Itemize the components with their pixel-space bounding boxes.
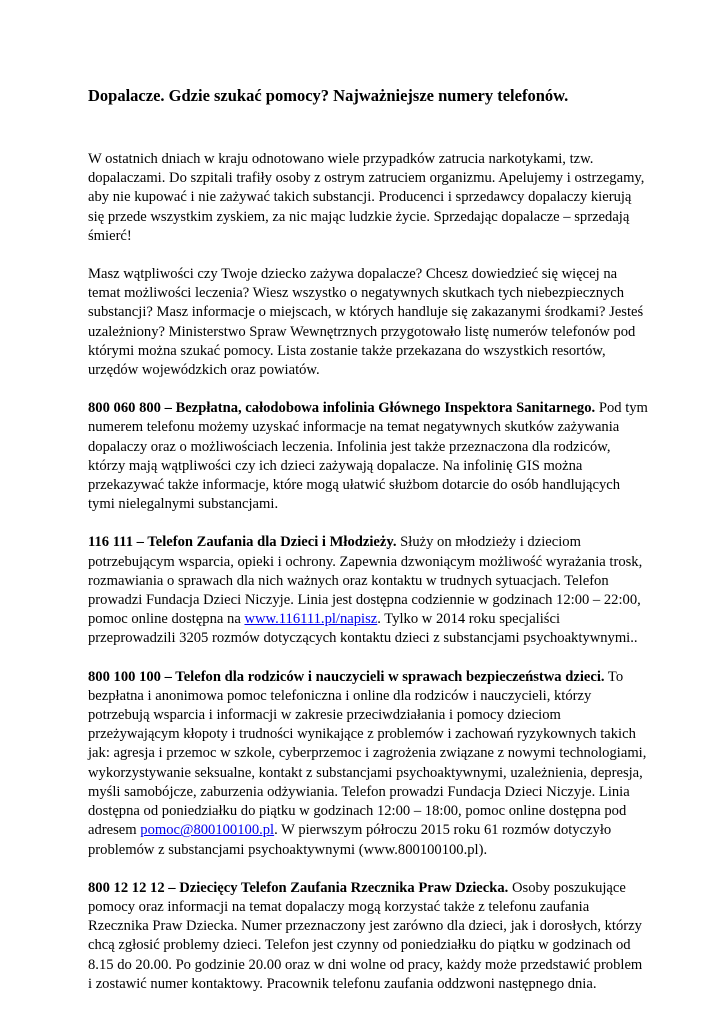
hotline-800100100-paragraph <box>88 668 648 860</box>
hotline-rpd-text: Osoby poszukujące pomocy oraz informacji na temat dopalaczy mogą korzystać także z telefonu zaufania Rzecznika Praw Dziecka. Numer przeznaczony jest zarówno dla dzieci, jak i dorosłych, którzy chcą zgłosić problemy dzieci. Telefon jest czynny od poniedziałku do piątku w godzinach od 8.15 do 20.00. Po godzinie 20.00 oraz w dni wolne od pracy, każdy może przedstawić problem i zostawić numer kontaktowy. Pracownik telefonu zaufania oddzwoni następnego dnia. <box>88 879 643 992</box>
document-body <box>88 150 648 1013</box>
hotline-rpd-paragraph <box>88 879 648 994</box>
questions-paragraph: Masz wątpliwości czy Twoje dziecko zażywa dopalacze? Chcesz dowiedzieć się więcej na temat możliwości leczenia? Wiesz wszystko o negatywnych skutkach tych niebezpiecznych substancji? Masz informacje o miejscach, w których handluje się zakazanymi środkami? Jesteś uzależniony? Ministerstwo Spraw Wewnętrznych przygotowało listę numerów telefonów pod którymi można szukać pomocy. Lista zostanie także przekazana do wszystkich resortów, urzędów wojewódzkich oraz powiatów. <box>88 266 644 379</box>
hotline-gis-text: Pod tym numerem telefonu możemy uzyskać informacje na temat negatywnych skutków zażywania dopalaczy oraz o możliwościach leczenia. Infolinia jest także przeznaczona dla rodziców, którzy mają wątpliwości czy ich dzieci zażywają dopalacze. Na infolinię GIS można przekazywać także informacje, które mogą ułatwić służbom dotarcie do osób handlujących tymi nielegalnymi substancjami. <box>88 400 648 513</box>
hotline-116111-text-after: . Tylko w 2014 roku specjaliści przeprowadzili 3205 rozmów dotyczących kontaktu dzieci z substancjami psychoaktywnymi.. <box>88 611 638 647</box>
hotline-800100100-email-link[interactable]: pomoc@800100100.pl <box>140 822 275 839</box>
hotline-116111-link[interactable]: www.116111.pl/napisz <box>244 611 378 628</box>
hotline-116111-heading: 116 111 – Telefon Zaufania dla Dzieci i Młodzieży. <box>88 534 397 551</box>
hotline-800100100-text-before: To bezpłatna i anonimowa pomoc telefoniczna i online dla rodziców i nauczycieli, którzy potrzebują wsparcia i informacji w zakresie przeciwdziałania i pomocy dzieciom przeżywającym kłopoty i trudności wynikające z problemów i zachowań ryzykownych takich jak: agresja i przemoc w szkole, cyberprzemoc i zagrożenia związane z nowymi technologiami, wykorzystywanie seksualne, kontakt z substancjami psychoaktywnymi, uzależnienia, depresja, myśli samobójcze, zaburzenia odżywiania. Telefon prowadzi Fundacja Dzieci Niczyje. Linia dostępna od poniedziałku do piątku w godzinach 12:00 – 18:00, pomoc online dostępna pod adresem <box>88 668 647 839</box>
hotline-116111-text-before: Służy on młodzieży i dzieciom potrzebującym wsparcia, opieki i ochrony. Zapewnia dzwoniącym możliwość wyrażania trosk, rozmawiania o sprawach dla nich ważnych oraz kontaktu w trudnych sytuacjach. Telefon prowadzi Fundacja Dzieci Niczyje. Linia jest dostępna codziennie w godzinach 12:00 – 22:00, pomoc online dostępna na <box>88 534 643 628</box>
hotline-116111-paragraph <box>88 533 648 648</box>
intro-paragraph: W ostatnich dniach w kraju odnotowano wiele przypadków zatrucia narkotykami, tzw. dopalaczami. Do szpitali trafiły osoby z ostrym zatruciem organizmu. Apelujemy i ostrzegamy, aby nie kupować i nie zażywać takich substancji. Producenci i sprzedawcy dopalaczy kierują się przede wszystkim zyskiem, za nic mając ludzkie życie. Sprzedając dopalacze – sprzedają śmierć! <box>88 151 645 244</box>
hotline-gis-heading: 800 060 800 – Bezpłatna, całodobowa infolinia Głównego Inspektora Sanitarnego. <box>88 400 596 417</box>
hotline-800100100-heading: 800 100 100 – Telefon dla rodziców i nauczycieli w sprawach bezpieczeństwa dzieci. <box>88 668 605 685</box>
page-title: Dopalacze. Gdzie szukać pomocy? Najważniejsze numery telefonów. <box>88 86 569 105</box>
hotline-800100100-text-after: . W pierwszym półroczu 2015 roku 61 rozmów dotyczyło problemów z substancjami psychoaktywnymi (www.800100100.pl). <box>88 822 612 858</box>
hotline-rpd-heading: 800 12 12 12 – Dziecięcy Telefon Zaufania Rzecznika Praw Dziecka. <box>88 879 509 896</box>
hotline-gis-paragraph <box>88 399 648 514</box>
